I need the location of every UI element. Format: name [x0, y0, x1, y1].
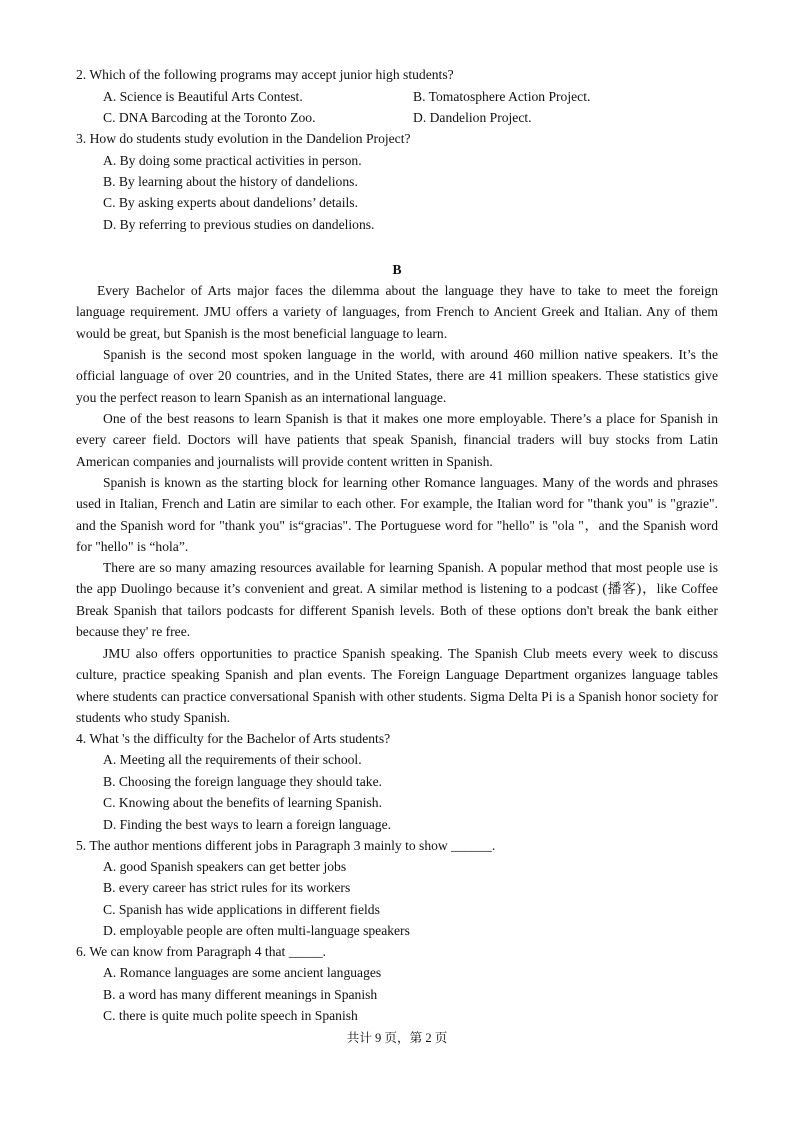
question-2-option-d: D. Dandelion Project. [413, 110, 532, 125]
question-6-option-a: A. Romance languages are some ancient languages [103, 965, 382, 980]
question-5-option-a: A. good Spanish speakers can get better jobs [103, 859, 347, 874]
passage-paragraph-2: Spanish is the second most spoken language in the world, with around 460 million native speakers. It’s the official language of over 20 countries, and in the United States, there are 41 million speakers. These statistics give you the perfect reason to learn Spanish as an international language. [76, 347, 718, 405]
question-5-stem: 5. The author mentions different jobs in Paragraph 3 mainly to show ______. [76, 838, 496, 853]
question-6-stem: 6. We can know from Paragraph 4 that _____. [76, 944, 327, 959]
question-4-option-b: B. Choosing the foreign language they should take. [103, 774, 382, 789]
question-3-option-b: B. By learning about the history of dandelions. [103, 174, 358, 189]
question-2-option-c: C. DNA Barcoding at the Toronto Zoo. [103, 110, 316, 125]
question-2-stem: 2. Which of the following programs may accept junior high students? [76, 67, 454, 82]
passage-paragraph-6: JMU also offers opportunities to practice Spanish speaking. The Spanish Club meets every week to discuss culture, practice speaking Spanish and plan events. The Foreign Language Department organizes language tables where students can practice conversational Spanish with other students. Sigma Delta Pi is a Spanish honor society for students who study Spanish. [76, 646, 718, 726]
page-footer: 共计 9 页，第 2 页 [346, 1031, 448, 1045]
question-4-stem: 4. What 's the difficulty for the Bachelor of Arts students? [76, 731, 391, 746]
question-5-option-d: D. employable people are often multi-language speakers [103, 923, 410, 938]
question-4-option-c: C. Knowing about the benefits of learning Spanish. [103, 795, 383, 810]
question-5-option-b: B. every career has strict rules for its workers [103, 880, 351, 895]
passage-paragraph-3: One of the best reasons to learn Spanish is that it makes one more employable. There’s a place for Spanish in every career field. Doctors will have patients that speak Spanish, financial traders will buy stocks from Latin American companies and journalists will provide content written in Spanish. [76, 411, 718, 469]
passage-paragraph-5: There are so many amazing resources available for learning Spanish. A popular method that most people use is the app Duolingo because it’s convenient and great. A similar method is listening to a podcast (播客)，like Coffee Break Spanish that tailors podcasts for different Spanish levels. Both of these options don't break the bank either because they' re free. [76, 560, 718, 640]
question-2-option-a: A. Science is Beautiful Arts Contest. [103, 89, 303, 104]
question-2-option-b: B. Tomatosphere Action Project. [413, 89, 591, 104]
question-4-option-a: A. Meeting all the requirements of their school. [103, 752, 362, 767]
section-title: B [392, 262, 402, 277]
passage-paragraph-1: Every Bachelor of Arts major faces the dilemma about the language they have to take to meet the foreign language requirement. JMU offers a variety of languages, from French to Ancient Greek and Italian. Any of them would be great, but Spanish is the most beneficial language to learn. [76, 283, 718, 341]
question-3-stem: 3. How do students study evolution in the Dandelion Project? [76, 131, 411, 146]
question-3-option-d: D. By referring to previous studies on dandelions. [103, 217, 375, 232]
question-4-option-d: D. Finding the best ways to learn a foreign language. [103, 817, 392, 832]
question-3-option-c: C. By asking experts about dandelions’ details. [103, 195, 358, 210]
passage-paragraph-4: Spanish is known as the starting block for learning other Romance languages. Many of the words and phrases used in Italian, French and Latin are similar to each other. For example, the Italian word for "thank you" is "grazie". and the Spanish word for "thank you" is“gracias". The Portuguese word for "hello" is "ola "，and the Spanish word for "hello" is “hola”. [76, 475, 718, 555]
question-6-option-b: B. a word has many different meanings in Spanish [103, 987, 378, 1002]
question-3-option-a: A. By doing some practical activities in person. [103, 153, 362, 168]
question-6-option-c: C. there is quite much polite speech in Spanish [103, 1008, 358, 1023]
question-5-option-c: C. Spanish has wide applications in different fields [103, 902, 380, 917]
